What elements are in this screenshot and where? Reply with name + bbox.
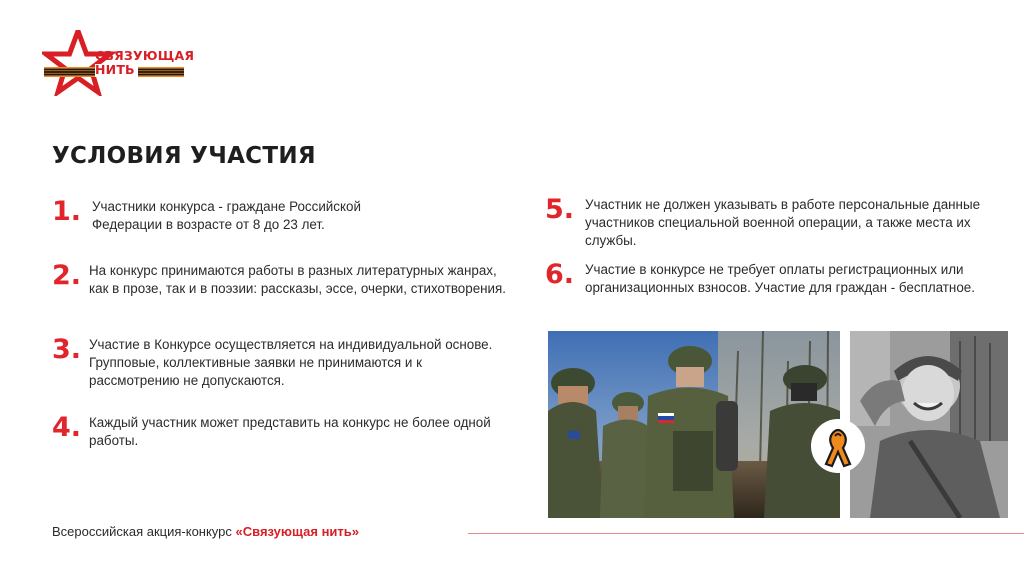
condition-text: На конкурс принимаются работы в разных литературных жанрах, как в прозе, так и в поэзии: рассказы, эссе, очерки, стихотворения. — [89, 263, 506, 296]
condition-number: 4. — [52, 412, 82, 443]
condition-text: Каждый участник может представить на конкурс не более одной работы. — [89, 415, 491, 448]
st-george-ribbon-icon — [810, 418, 866, 474]
condition-item-4 — [52, 414, 522, 450]
photo-woman-soldier — [850, 331, 1008, 518]
condition-item-5 — [545, 196, 1005, 250]
footer-divider — [468, 533, 1024, 534]
condition-number: 3. — [52, 334, 82, 365]
logo-text-line2: НИТЬ — [95, 64, 138, 77]
logo-text-line1: СВЯЗУЮЩАЯ — [95, 48, 195, 63]
ribbon-badge — [810, 418, 866, 474]
condition-text: Участие в конкурсе не требует оплаты регистрационных или организационных взносов. Участие для граждан - бесплатное. — [585, 262, 975, 295]
condition-text: Участие в Конкурсе осуществляется на индивидуальной основе. Групповые, коллективные заявки не принимаются и к рассмотрению не допускаются. — [89, 337, 493, 388]
condition-text: Участник не должен указывать в работе персональные данные участников специальной военной операции, а также места их службы. — [585, 197, 981, 248]
condition-item-3 — [52, 336, 512, 390]
condition-item-6 — [545, 261, 1005, 297]
footer-brand: «Связующая нить» — [235, 524, 359, 539]
photo-soldiers — [548, 331, 840, 518]
logo — [42, 30, 195, 96]
condition-number: 5. — [545, 194, 575, 225]
condition-text: Участники конкурса - граждане Российской Федерации в возрасте от 8 до 23 лет. — [92, 199, 361, 232]
condition-number: 1. — [52, 196, 82, 227]
footer-caption — [52, 524, 359, 539]
condition-item-2 — [52, 262, 512, 298]
footer-prefix: Всероссийская акция-конкурс — [52, 524, 236, 539]
condition-number: 6. — [545, 259, 575, 290]
condition-number: 2. — [52, 260, 82, 291]
condition-item-1 — [52, 198, 442, 234]
page-title: УСЛОВИЯ УЧАСТИЯ — [52, 143, 316, 169]
